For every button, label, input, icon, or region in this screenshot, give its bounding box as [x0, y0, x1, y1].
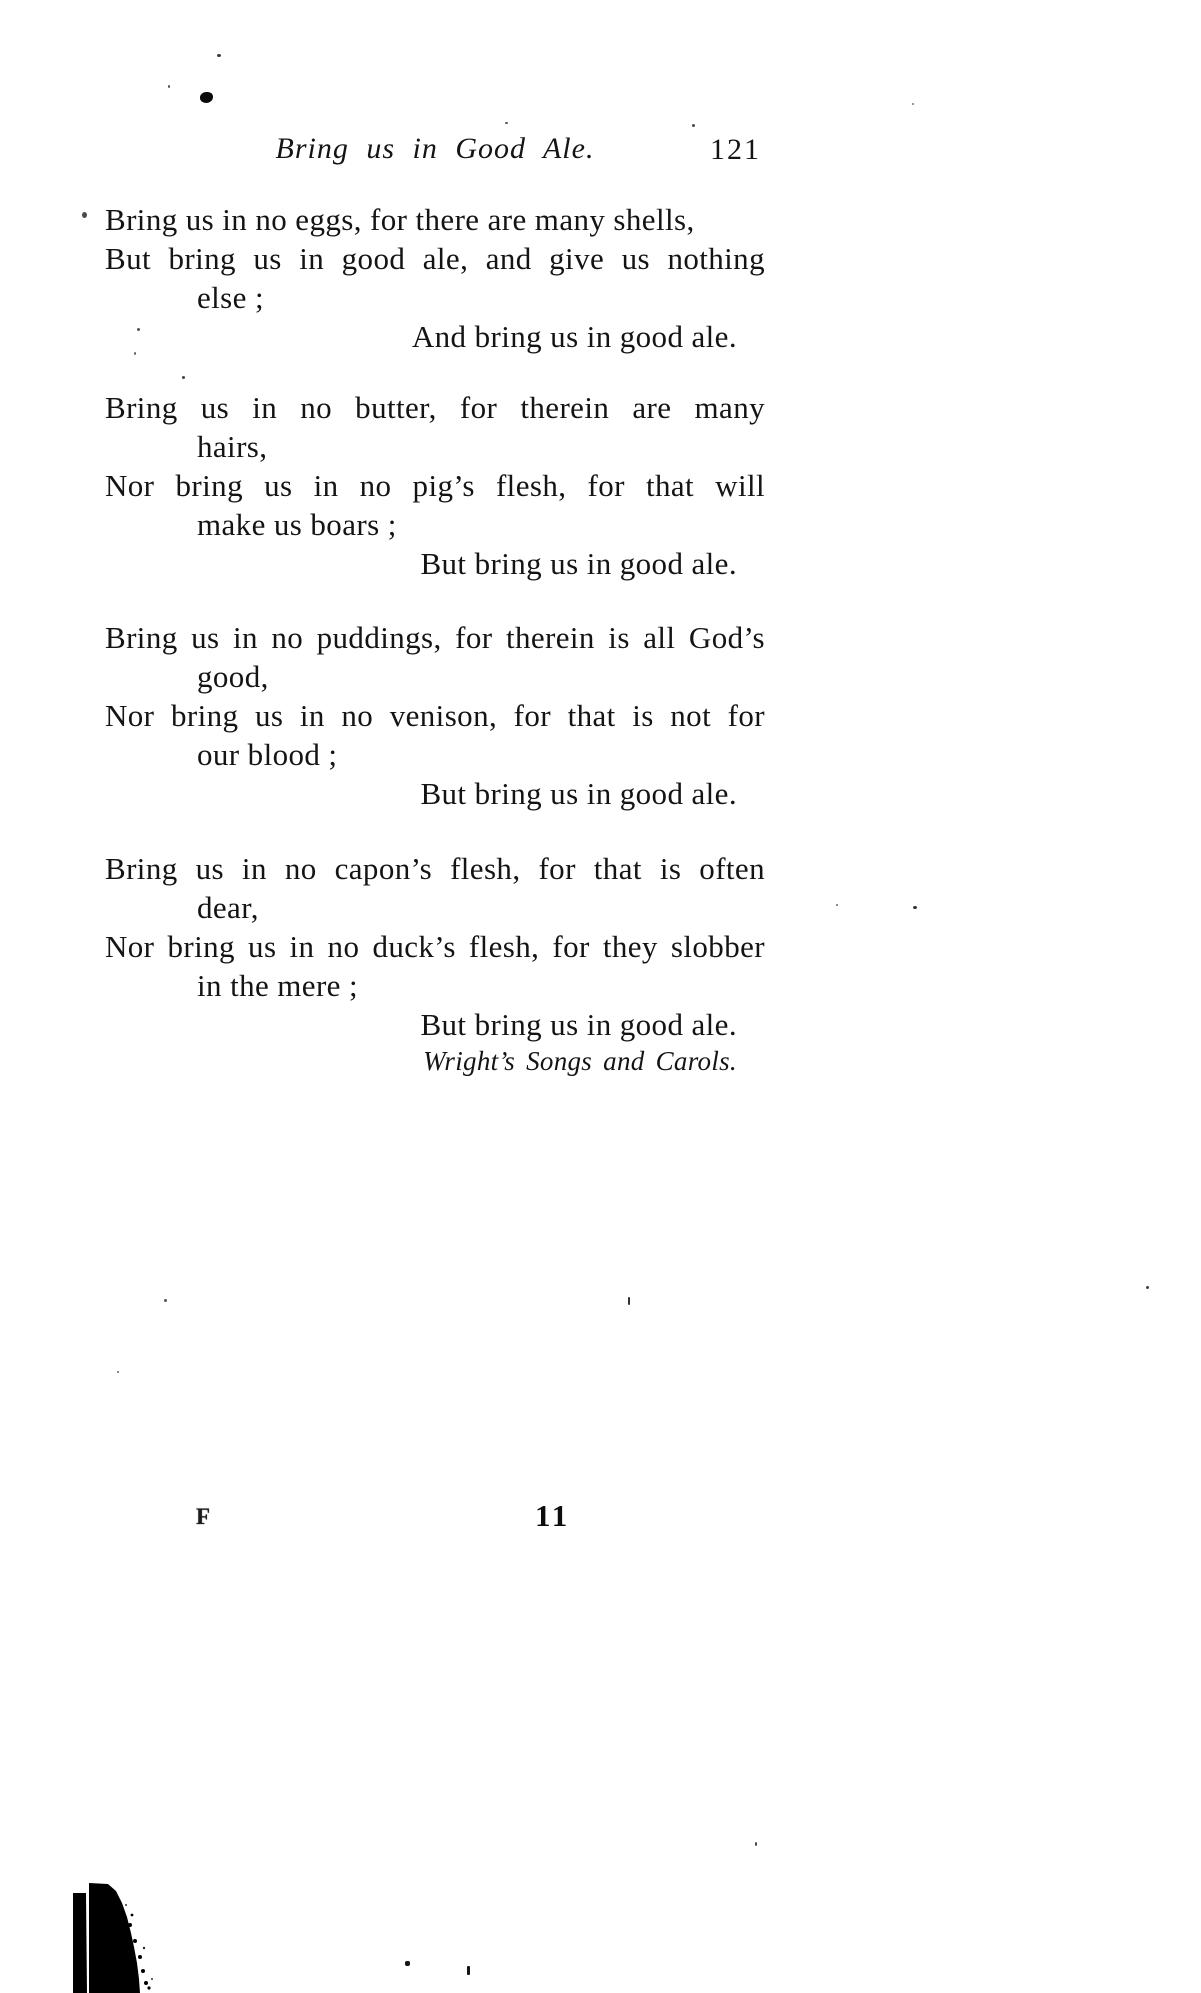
ink-blot — [60, 1875, 170, 1993]
refrain-line: But bring us in good ale. — [420, 546, 737, 581]
scan-speck — [182, 376, 185, 379]
poem-line: But bring us in good ale, and give us nothing — [105, 241, 765, 276]
scan-speck — [117, 1371, 119, 1373]
poem-line: hairs, — [197, 429, 268, 464]
refrain-line: But bring us in good ale. — [420, 1007, 737, 1042]
scan-speck — [692, 124, 695, 127]
refrain-line: But bring us in good ale. — [420, 776, 737, 811]
scan-speck — [836, 904, 838, 906]
poem-line: make us boars ; — [197, 507, 397, 542]
poem-line: Nor bring us in no duck’s flesh, for they slobber — [105, 929, 765, 964]
scan-speck — [200, 92, 213, 103]
scan-speck — [134, 352, 136, 355]
poem-line: good, — [197, 659, 269, 694]
scan-speck — [217, 54, 221, 57]
poem-line: Bring us in no butter, for therein are many — [105, 390, 765, 425]
scan-speck — [912, 103, 914, 105]
scan-speck — [168, 85, 170, 88]
scan-speck — [82, 212, 87, 218]
poem-line: dear, — [197, 890, 259, 925]
scan-speck — [1146, 1286, 1149, 1289]
scan-speck — [755, 1842, 757, 1846]
poem-line: Nor bring us in no venison, for that is not for — [105, 698, 765, 733]
scan-speck — [164, 1299, 167, 1302]
stanza-2 — [105, 388, 765, 583]
scan-speck — [913, 906, 917, 909]
signature-mark: F — [196, 1504, 211, 1529]
poem-line: our blood ; — [197, 737, 338, 772]
poem-line: Nor bring us in no pig’s flesh, for that will — [105, 468, 765, 503]
scan-speck — [467, 1966, 470, 1975]
running-header — [105, 132, 765, 176]
page-number: 121 — [710, 133, 761, 166]
scan-speck — [137, 328, 140, 331]
source-attribution: Wright’s Songs and Carols. — [423, 1046, 737, 1076]
poem-line: Bring us in no eggs, for there are many shells, — [105, 202, 695, 237]
stanza-3 — [105, 618, 765, 813]
running-title: Bring us in Good Ale. — [275, 132, 595, 165]
poem-line: Bring us in no capon’s flesh, for that is often — [105, 851, 765, 886]
stanza-4 — [105, 849, 765, 1044]
poem-line: else ; — [197, 280, 264, 315]
poem-line: in the mere ; — [197, 968, 359, 1003]
poem-line: Bring us in no puddings, for therein is all God’s — [105, 620, 765, 655]
stanza-1 — [105, 200, 765, 356]
sheet-number: 11 — [535, 1498, 571, 1533]
refrain-line: And bring us in good ale. — [411, 319, 737, 354]
scan-speck — [505, 122, 508, 124]
scan-speck — [405, 1961, 410, 1966]
scan-speck — [628, 1297, 630, 1305]
